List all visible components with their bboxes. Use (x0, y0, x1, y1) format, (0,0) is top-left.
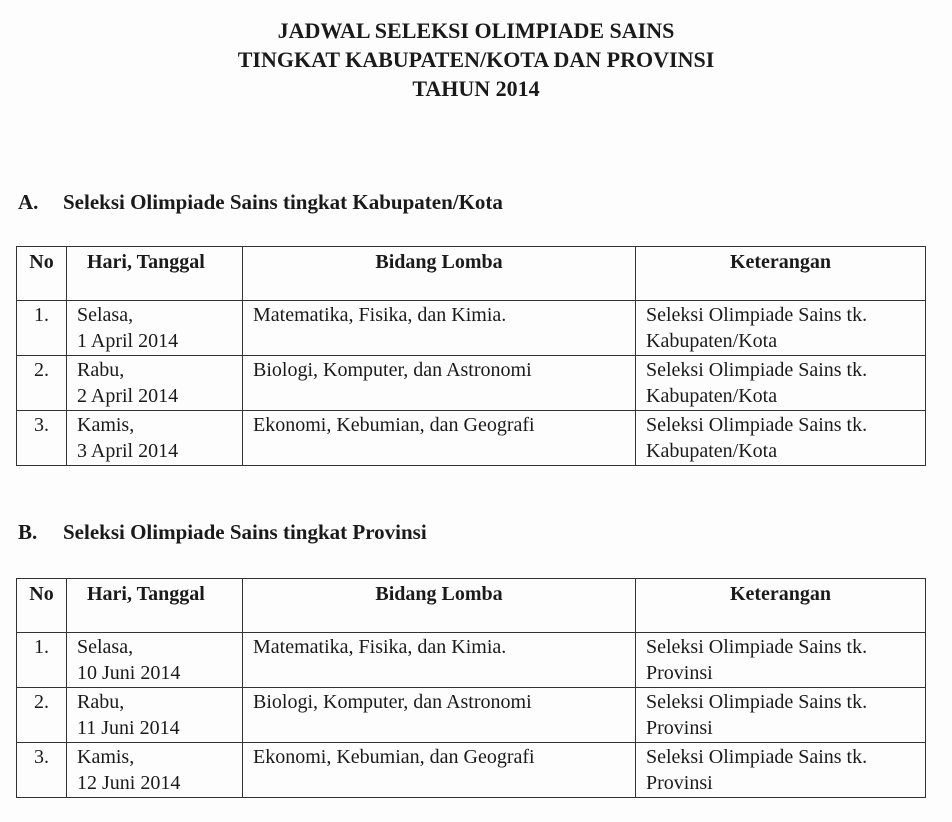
row-field: Biologi, Komputer, dan Astronomi (243, 356, 636, 411)
note-line: Kabupaten/Kota (646, 440, 778, 462)
row-note (636, 743, 926, 798)
note-line: Seleksi Olimpiade Sains tk. (646, 359, 868, 381)
section-letter: A. (18, 190, 39, 214)
row-no: 1. (17, 301, 67, 356)
table-row (17, 743, 926, 798)
row-field: Biologi, Komputer, dan Astronomi (243, 688, 636, 743)
header-date: Hari, Tanggal (67, 579, 243, 633)
row-date (67, 301, 243, 356)
note-line: Seleksi Olimpiade Sains tk. (646, 746, 868, 768)
schedule-table (16, 578, 926, 798)
header-note: Keterangan (636, 247, 926, 301)
row-field: Ekonomi, Kebumian, dan Geografi (243, 411, 636, 466)
table-row (17, 411, 926, 466)
row-no: 2. (17, 356, 67, 411)
table-row (17, 633, 926, 688)
schedule-table (16, 246, 926, 466)
row-field: Ekonomi, Kebumian, dan Geografi (243, 743, 636, 798)
table-header (17, 247, 926, 301)
row-no: 3. (17, 411, 67, 466)
row-date-text: 2 April 2014 (77, 385, 179, 407)
note-line: Seleksi Olimpiade Sains tk. (646, 414, 868, 436)
section-letter: B. (18, 520, 38, 544)
table-row (17, 301, 926, 356)
header-date: Hari, Tanggal (67, 247, 243, 301)
table-row (17, 688, 926, 743)
row-note (636, 411, 926, 466)
row-date (67, 633, 243, 688)
row-date-text: 1 April 2014 (77, 330, 179, 352)
note-line: Provinsi (646, 772, 713, 794)
row-date-text: 3 April 2014 (77, 440, 179, 462)
header-no: No (17, 247, 67, 301)
row-no: 3. (17, 743, 67, 798)
note-line: Seleksi Olimpiade Sains tk. (646, 636, 868, 658)
row-day: Kamis, (77, 414, 135, 436)
note-line: Kabupaten/Kota (646, 385, 778, 407)
table-row (17, 356, 926, 411)
row-no: 2. (17, 688, 67, 743)
title-line: TAHUN 2014 (412, 76, 540, 101)
row-date (67, 688, 243, 743)
row-date (67, 411, 243, 466)
note-line: Provinsi (646, 717, 713, 739)
title-line: JADWAL SELEKSI OLIMPIADE SAINS (277, 18, 675, 43)
row-note (636, 356, 926, 411)
header-field: Bidang Lomba (243, 579, 636, 633)
section-title: Seleksi Olimpiade Sains tingkat Provinsi (63, 520, 427, 544)
row-date-text: 10 Juni 2014 (77, 662, 181, 684)
row-date-text: 12 Juni 2014 (77, 772, 181, 794)
row-no: 1. (17, 633, 67, 688)
header-note: Keterangan (636, 579, 926, 633)
row-note (636, 633, 926, 688)
note-line: Seleksi Olimpiade Sains tk. (646, 691, 868, 713)
row-day: Selasa, (77, 636, 134, 658)
note-line: Kabupaten/Kota (646, 330, 778, 352)
note-line: Provinsi (646, 662, 713, 684)
row-date-text: 11 Juni 2014 (77, 717, 180, 739)
document-title (0, 16, 952, 103)
section-heading (18, 520, 427, 545)
row-note (636, 301, 926, 356)
note-line: Seleksi Olimpiade Sains tk. (646, 304, 868, 326)
row-day: Rabu, (77, 359, 125, 381)
row-field: Matematika, Fisika, dan Kimia. (243, 633, 636, 688)
header-no: No (17, 579, 67, 633)
section-heading (18, 190, 503, 215)
table-header (17, 579, 926, 633)
row-day: Kamis, (77, 746, 135, 768)
row-date (67, 743, 243, 798)
row-date (67, 356, 243, 411)
header-field: Bidang Lomba (243, 247, 636, 301)
row-field: Matematika, Fisika, dan Kimia. (243, 301, 636, 356)
row-day: Selasa, (77, 304, 134, 326)
title-line: TINGKAT KABUPATEN/KOTA DAN PROVINSI (237, 47, 715, 72)
row-day: Rabu, (77, 691, 125, 713)
row-note (636, 688, 926, 743)
section-title: Seleksi Olimpiade Sains tingkat Kabupaten/Kota (63, 190, 503, 214)
